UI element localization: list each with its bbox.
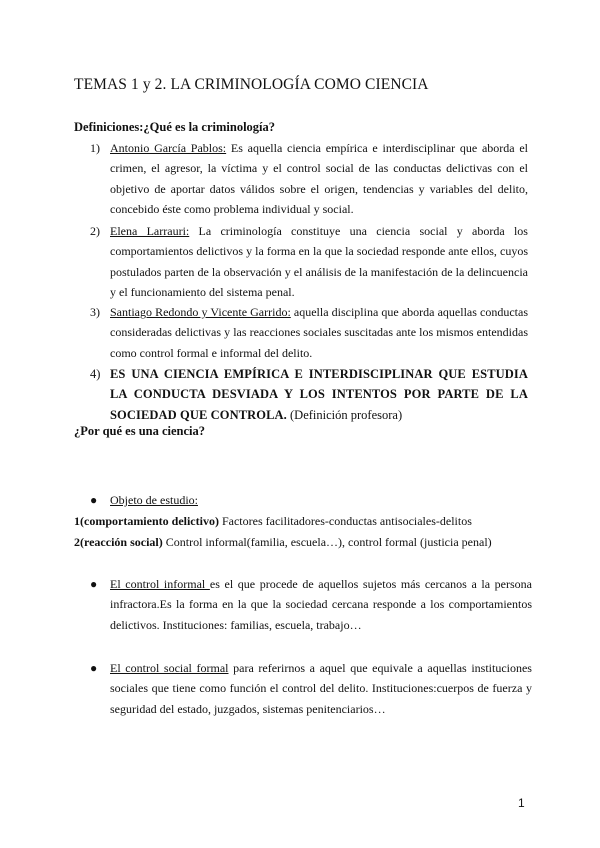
definition-author: Antonio García Pablos: bbox=[110, 141, 227, 155]
bullet-icon: ● bbox=[90, 577, 98, 591]
object-item-label: 1(comportamiento delictivo) bbox=[74, 514, 219, 528]
definition-author: Elena Larrauri: bbox=[110, 224, 190, 238]
formal-control-term: El control social formal bbox=[110, 661, 229, 675]
definition-bold-text: ES UNA CIENCIA EMPÍRICA E INTERDISCIPLINAR QUE ESTUDIA LA CONDUCTA DESVIADA Y LOS INTENTOS POR PARTE DE LA SOCIEDAD QUE CONTROLA. bbox=[110, 367, 528, 422]
definition-number: 3) bbox=[90, 305, 100, 319]
object-item bbox=[74, 535, 492, 550]
definition-author: Santiago Redondo y Vicente Garrido: bbox=[110, 305, 291, 319]
definition-text: La criminología constituye una ciencia social y aborda los comportamientos delictivos y la forma en la que la sociedad responde ante ellos, cuyos postulados parten de la observación y el análisis de la manifestación de la delincuencia y el funcionamiento del sistema penal. bbox=[110, 224, 528, 299]
definition-number: 2) bbox=[90, 224, 100, 238]
object-of-study-label: Objeto de estudio: bbox=[110, 493, 198, 507]
bullet-icon: ● bbox=[90, 493, 98, 507]
object-item bbox=[74, 514, 472, 529]
informal-control-bullet bbox=[90, 574, 532, 635]
definition-item bbox=[90, 364, 528, 425]
question-heading: ¿Por qué es una ciencia? bbox=[74, 424, 206, 438]
object-of-study-bullet bbox=[90, 490, 532, 510]
page-number: 1 bbox=[518, 796, 525, 810]
definition-number: 4) bbox=[90, 367, 101, 381]
formal-control-bullet bbox=[90, 658, 532, 719]
bullet-icon: ● bbox=[90, 661, 98, 675]
informal-control-text: es el que procede de aquellos sujetos más cercanos a la persona infractora.Es la forma en la que la sociedad cercana responde a los comportamientos delictivos. Instituciones: familias, escuela, trabajo… bbox=[110, 577, 532, 632]
formal-control-text: para referirnos a aquel que equivale a aquellas instituciones sociales que tiene como función el control del delito. Instituciones:cuerpos de fuerza y seguridad del estado, juzgados, sistemas penitenciarios… bbox=[110, 661, 532, 716]
definition-note: (Definición profesora) bbox=[286, 407, 403, 422]
page-title: TEMAS 1 y 2. LA CRIMINOLOGÍA COMO CIENCIA bbox=[74, 76, 429, 93]
object-item-text: Control informal(familia, escuela…), control formal (justicia penal) bbox=[162, 535, 492, 549]
definitions-heading: Definiciones:¿Qué es la criminología? bbox=[74, 120, 276, 134]
definition-text: aquella disciplina que aborda aquellas conductas consideradas delictivas y las reacciones sociales suscitadas ante los mismos entendidas como control formal e informal del delito. bbox=[110, 305, 528, 360]
object-item-label: 2(reacción social) bbox=[74, 535, 163, 549]
informal-control-term: El control informal bbox=[110, 577, 210, 591]
object-item-text: Factores facilitadores-conductas antisociales-delitos bbox=[218, 514, 472, 528]
definition-number: 1) bbox=[90, 141, 100, 155]
definition-item bbox=[90, 302, 528, 363]
definition-item bbox=[90, 221, 528, 302]
definition-item bbox=[90, 138, 528, 219]
definition-text: Es aquella ciencia empírica e interdisciplinar que aborda el crimen, el agresor, la víctima y el control social de las conductas delictivas con el objetivo de aportar datos válidos sobre el origen, tendencias y variables del delito, concebido éste como problema individual y social. bbox=[110, 141, 529, 216]
